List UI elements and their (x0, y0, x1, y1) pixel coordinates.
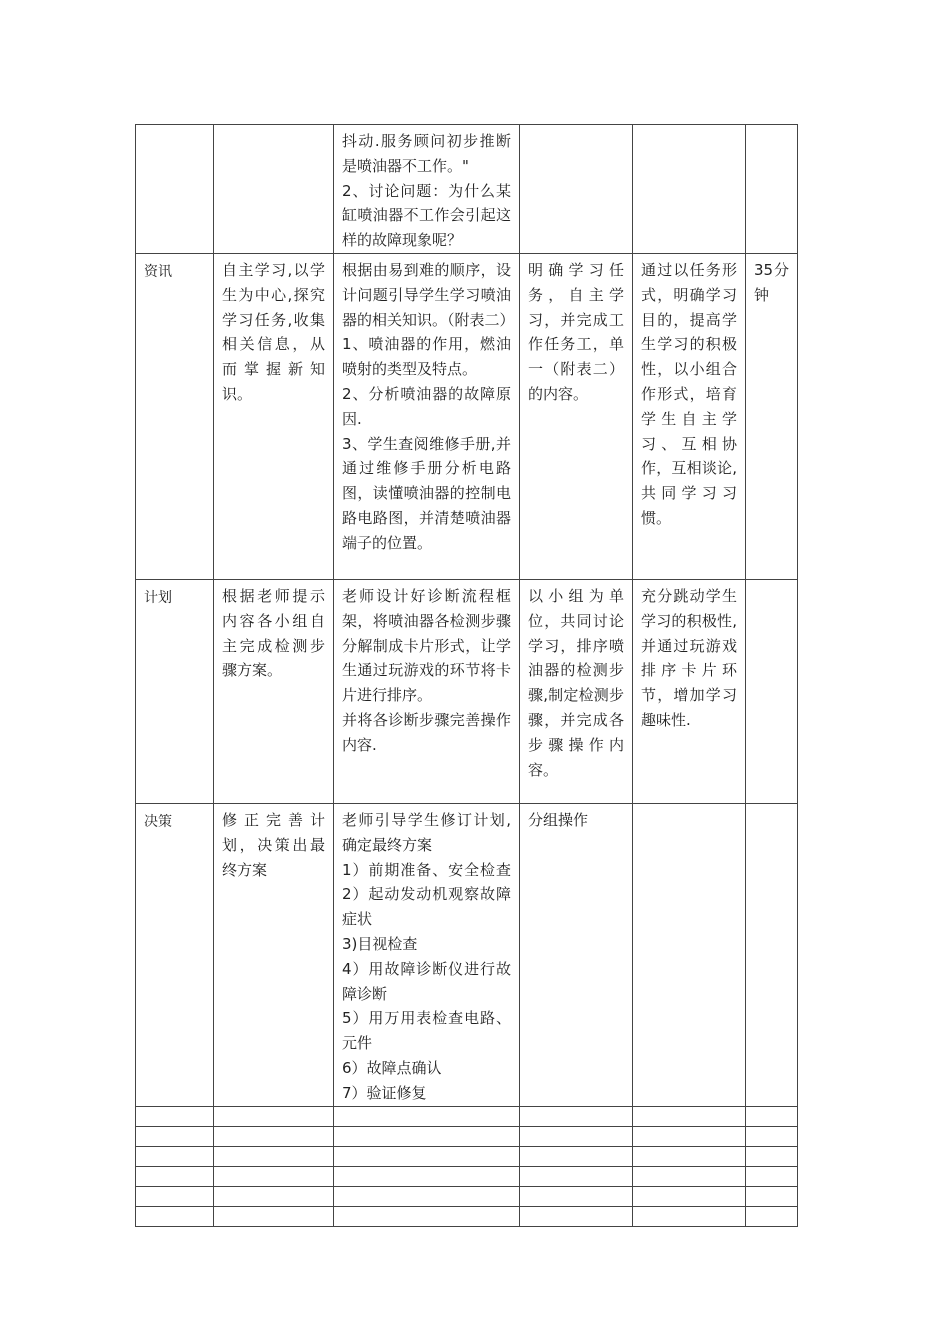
empty-cell (746, 1206, 798, 1226)
empty-cell (334, 1186, 520, 1206)
student-activity-cell: 修正完善计划，决策出最终方案 (214, 803, 334, 1106)
student-activity-cell (214, 125, 334, 254)
learning-activity-cell: 明确学习任务，自主学习，并完成工作任务工，单一（附表二）的内容。 (520, 253, 633, 579)
empty-table-row (136, 1186, 798, 1206)
teacher-line: 抖动.服务顾问初步推断是喷油器不工作。" (342, 132, 511, 175)
empty-table-row (136, 1146, 798, 1166)
design-intent-cell (633, 803, 746, 1106)
empty-cell (520, 1126, 633, 1146)
empty-cell (746, 1186, 798, 1206)
student-activity-cell: 自主学习,以学生为中心,探究学习任务,收集相关信息，从而掌握新知识。 (214, 253, 334, 579)
teacher-line: 2、讨论问题：为什么某缸喷油器不工作会引起这样的故障现象呢？ (342, 181, 511, 250)
teacher-line: 5）用万用表检查电路、元件 (342, 1009, 511, 1053)
learning-activity-cell: 分组操作 (520, 803, 633, 1106)
teacher-activity-cell (334, 125, 520, 254)
time-cell (746, 579, 798, 803)
teacher-activity-cell (334, 579, 520, 803)
teacher-line: 2、分析喷油器的故障原因. (342, 384, 511, 428)
empty-table-row (136, 1166, 798, 1186)
teacher-activity-cell (334, 803, 520, 1106)
learning-activity-cell: 以小组为单位，共同讨论学习，排序喷油器的检测步骤,制定检测步骤，并完成各步骤操作内容。 (520, 579, 633, 803)
table-row-info (136, 253, 798, 579)
empty-cell (746, 1166, 798, 1186)
student-activity-cell: 根据老师提示内容各小组自主完成检测步骤方案。 (214, 579, 334, 803)
phase-cell: 计划 (136, 579, 214, 803)
empty-cell (136, 1206, 214, 1226)
empty-cell (633, 1186, 746, 1206)
empty-cell (214, 1146, 334, 1166)
empty-cell (214, 1126, 334, 1146)
empty-cell (633, 1106, 746, 1126)
empty-cell (520, 1206, 633, 1226)
teacher-line: 根据由易到难的顺序，设计问题引导学生学习喷油器的相关知识。（附表二） (342, 260, 515, 329)
empty-cell (334, 1206, 520, 1226)
empty-cell (214, 1106, 334, 1126)
teacher-line: 4）用故障诊断仪进行故障诊断 (342, 959, 511, 1003)
empty-cell (520, 1106, 633, 1126)
empty-cell (334, 1106, 520, 1126)
time-cell: 35分钟 (746, 253, 798, 579)
teacher-line: 6）故障点确认 (342, 1058, 442, 1077)
empty-cell (334, 1166, 520, 1186)
empty-cell (520, 1166, 633, 1186)
empty-cell (334, 1146, 520, 1166)
lesson-plan-table (135, 124, 798, 1227)
empty-cell (633, 1206, 746, 1226)
phase-cell: 决策 (136, 803, 214, 1106)
empty-cell (136, 1186, 214, 1206)
teacher-line: 老师设计好诊断流程框架，将喷油器各检测步骤分解制成卡片形式，让学生通过玩游戏的环节将卡片进行排序。 (342, 586, 511, 705)
empty-cell (334, 1126, 520, 1146)
empty-cell (214, 1206, 334, 1226)
phase-cell: 资讯 (136, 253, 214, 579)
teacher-line: 3、学生查阅维修手册,并通过维修手册分析电路图，读懂喷油器的控制电路电路图，并清楚喷油器端子的位置。 (342, 434, 511, 552)
empty-cell (136, 1146, 214, 1166)
time-cell (746, 125, 798, 254)
teacher-line: 1、喷油器的作用，燃油喷射的类型及特点。 (342, 335, 511, 379)
teacher-line: 3)目视检查 (342, 934, 418, 953)
empty-cell (633, 1126, 746, 1146)
empty-table-row (136, 1126, 798, 1146)
empty-cell (520, 1186, 633, 1206)
teacher-line: 并将各诊断步骤完善操作内容. (342, 710, 511, 754)
design-intent-cell (633, 125, 746, 254)
time-cell (746, 803, 798, 1106)
table-row-plan (136, 579, 798, 803)
empty-cell (136, 1106, 214, 1126)
teacher-line: 老师引导学生修订计划,确定最终方案 (342, 810, 511, 854)
teacher-line: 1）前期准备、安全检查 2）起动发动机观察故障症状 (342, 860, 511, 929)
empty-cell (746, 1106, 798, 1126)
empty-table-row (136, 1206, 798, 1226)
design-intent-cell: 充分跳动学生学习的积极性,并通过玩游戏排序卡片环节，增加学习趣味性. (633, 579, 746, 803)
design-intent-cell: 通过以任务形式，明确学习目的，提高学生学习的积极性，以小组合作形式，培育学生自主学习、互相协作，互相谈论,共同学习习惯。 (633, 253, 746, 579)
empty-cell (746, 1126, 798, 1146)
empty-cell (136, 1126, 214, 1146)
empty-cell (746, 1146, 798, 1166)
empty-cell (214, 1166, 334, 1186)
empty-cell (633, 1166, 746, 1186)
phase-cell (136, 125, 214, 254)
empty-cell (520, 1146, 633, 1166)
teacher-line: 7）验证修复 (342, 1083, 427, 1102)
empty-cell (214, 1186, 334, 1206)
learning-activity-cell (520, 125, 633, 254)
empty-cell (633, 1146, 746, 1166)
table-row-continuation (136, 125, 798, 254)
empty-cell (136, 1166, 214, 1186)
table-row-decision (136, 803, 798, 1106)
empty-table-row (136, 1106, 798, 1126)
teacher-activity-cell (334, 253, 520, 579)
